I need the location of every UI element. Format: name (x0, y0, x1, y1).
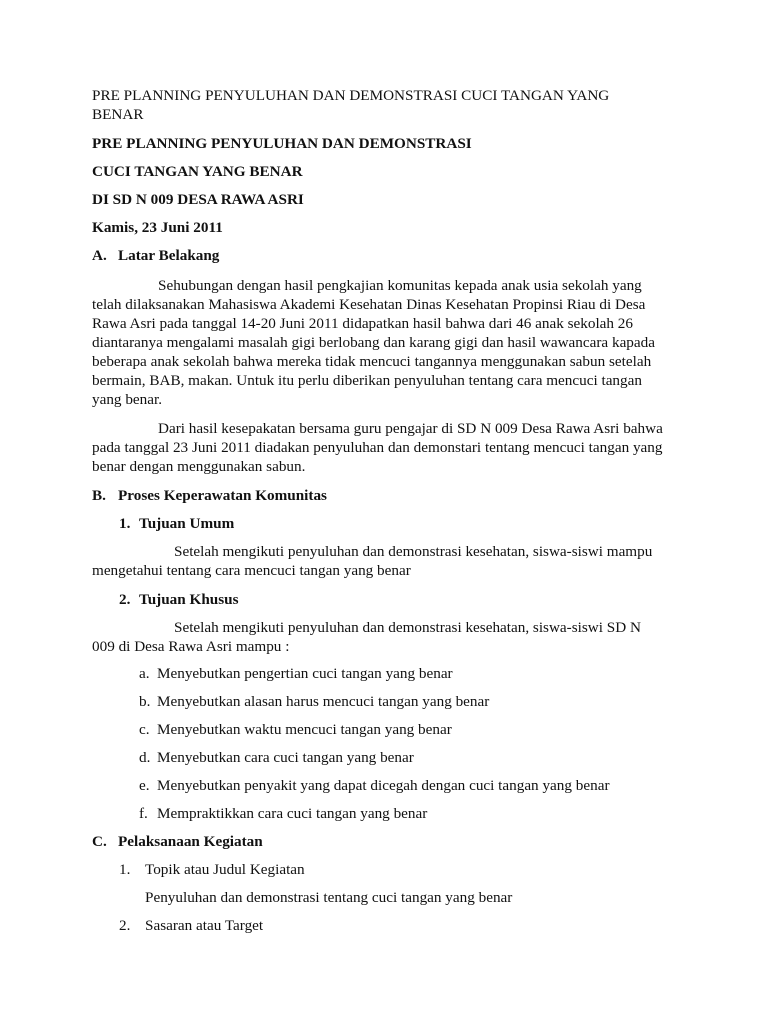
section-b-title: Proses Keperawatan Komunitas (118, 487, 327, 504)
list-item-marker: a. (139, 665, 150, 682)
section-a-para1-line: telah dilaksanakan Mahasiswa Akademi Kesehatan Dinas Kesehatan Propinsi Riau di Desa (92, 296, 646, 313)
tujuan-khusus-heading (119, 590, 239, 609)
sasaran-target-heading (119, 916, 263, 935)
section-a-para2-line: benar dengan menggunakan sabun. (92, 458, 306, 475)
section-b-marker: B. (92, 487, 106, 504)
sasaran-target-title: Sasaran atau Target (145, 917, 264, 934)
tujuan-umum-marker: 1. (119, 515, 131, 532)
document-title-line-1: PRE PLANNING PENYULUHAN DAN DEMONSTRASI CUCI TANGAN YANG (92, 87, 610, 104)
list-item-text: Mempraktikkan cara cuci tangan yang benar (157, 805, 428, 822)
list-item-marker: d. (139, 749, 151, 766)
list-item (139, 748, 414, 767)
tujuan-umum-heading (119, 514, 234, 533)
list-item-text: Menyebutkan pengertian cuci tangan yang benar (157, 665, 453, 682)
document-title-line-2: BENAR (92, 106, 144, 123)
heading-line-3: DI SD N 009 DESA RAWA ASRI (92, 191, 304, 208)
list-item-text: Menyebutkan cara cuci tangan yang benar (157, 749, 414, 766)
topik-kegiatan-heading (119, 860, 305, 879)
tujuan-khusus-title: Tujuan Khusus (139, 591, 239, 608)
tujuan-khusus-text-line: Setelah mengikuti penyuluhan dan demonstrasi kesehatan, siswa-siswi SD N (174, 619, 641, 636)
list-item-text: Menyebutkan alasan harus mencuci tangan yang benar (157, 693, 490, 710)
section-c-marker: C. (92, 833, 107, 850)
section-b-heading (92, 486, 327, 505)
tujuan-khusus-marker: 2. (119, 591, 131, 608)
heading-date: Kamis, 23 Juni 2011 (92, 219, 223, 236)
heading-line-1: PRE PLANNING PENYULUHAN DAN DEMONSTRASI (92, 135, 472, 152)
section-a-para1-line: beberapa anak sekolah bahwa mereka tidak mencuci tangannya menggunakan sabun setelah (92, 353, 652, 370)
list-item (139, 692, 489, 711)
section-a-title: Latar Belakang (118, 247, 220, 264)
tujuan-umum-title: Tujuan Umum (139, 515, 235, 532)
section-a-para1-line: diantaranya mengalami masalah gigi berlobang dan karang gigi dan hasil wawancara kapada (92, 334, 655, 351)
list-item-text: Menyebutkan waktu mencuci tangan yang benar (157, 721, 452, 738)
tujuan-umum-text-line: Setelah mengikuti penyuluhan dan demonstrasi kesehatan, siswa-siswi mampu (174, 543, 653, 560)
section-a-para1-line: bermain, BAB, makan. Untuk itu perlu diberikan penyuluhan tentang cara mencuci tangan (92, 372, 642, 389)
heading-line-2: CUCI TANGAN YANG BENAR (92, 163, 303, 180)
list-item-marker: f. (139, 805, 148, 822)
section-c-title: Pelaksanaan Kegiatan (118, 833, 263, 850)
list-item (139, 804, 427, 823)
section-a-para2-line: pada tanggal 23 Juni 2011 diadakan penyuluhan dan demonstari tentang mencuci tangan yang (92, 439, 663, 456)
section-a-heading (92, 246, 219, 265)
topik-kegiatan-marker: 1. (119, 861, 131, 878)
section-a-para2-line: Dari hasil kesepakatan bersama guru pengajar di SD N 009 Desa Rawa Asri bahwa (158, 420, 663, 437)
section-a-para1-line: Sehubungan dengan hasil pengkajian komunitas kepada anak usia sekolah yang (158, 277, 642, 294)
section-a-para1-line: Rawa Asri pada tanggal 14-20 Juni 2011 didapatkan hasil bahwa dari 46 anak sekolah 26 (92, 315, 633, 332)
list-item-marker: b. (139, 693, 151, 710)
section-c-heading (92, 832, 263, 851)
list-item (139, 664, 453, 683)
tujuan-khusus-text-line: 009 di Desa Rawa Asri mampu : (92, 638, 290, 655)
list-item-text: Menyebutkan penyakit yang dapat dicegah dengan cuci tangan yang benar (157, 777, 610, 794)
list-item (139, 776, 610, 795)
topik-kegiatan-title: Topik atau Judul Kegiatan (145, 861, 305, 878)
tujuan-umum-text-line: mengetahui tentang cara mencuci tangan yang benar (92, 562, 411, 579)
sasaran-target-marker: 2. (119, 917, 131, 934)
list-item (139, 720, 452, 739)
topik-kegiatan-text: Penyuluhan dan demonstrasi tentang cuci tangan yang benar (145, 889, 513, 906)
section-a-marker: A. (92, 247, 107, 264)
section-a-para1-line: yang benar. (92, 391, 163, 408)
list-item-marker: e. (139, 777, 150, 794)
list-item-marker: c. (139, 721, 150, 738)
